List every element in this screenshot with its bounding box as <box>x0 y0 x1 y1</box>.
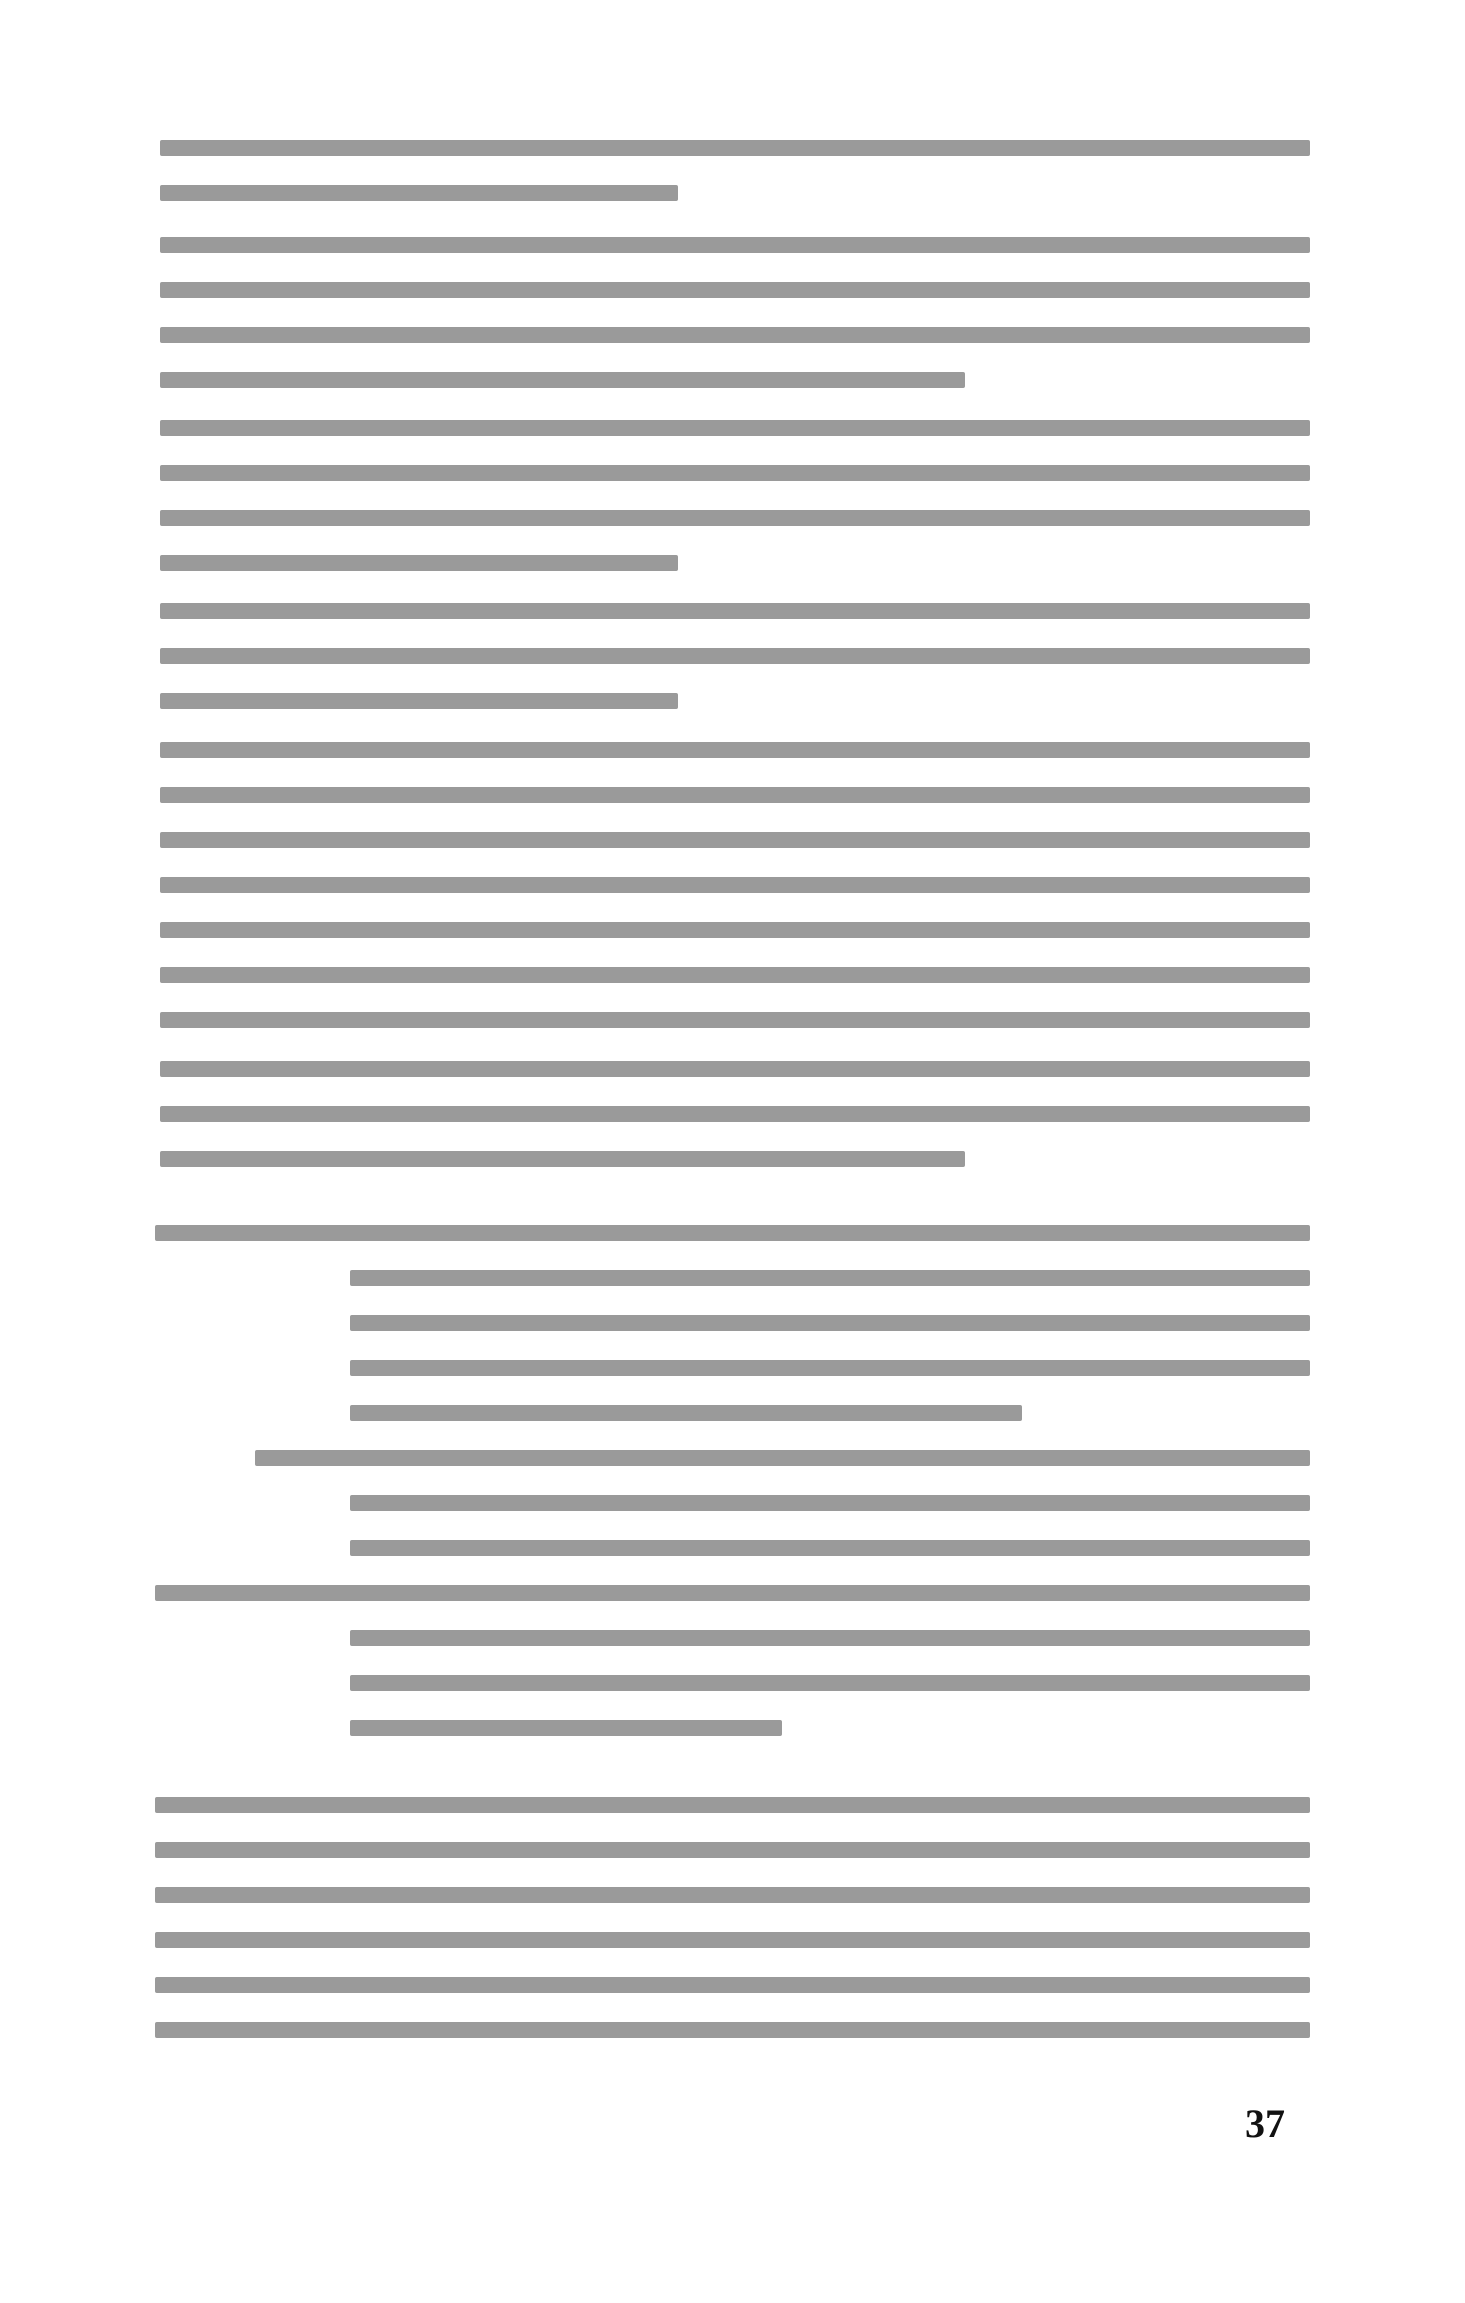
load-item-s4-s5 <box>155 1585 1310 1736</box>
page-number: 37 <box>1245 2101 1285 2146</box>
paragraph-2 <box>160 237 1310 417</box>
paragraph-7 <box>155 1797 1310 2067</box>
paragraph-3 <box>160 420 1310 600</box>
load-item-s3 <box>255 1450 1310 1556</box>
paragraph-5 <box>160 742 1310 1057</box>
paragraph-6 <box>160 1061 1310 1196</box>
load-item-s1-s2 <box>155 1225 1310 1421</box>
paragraph-1 <box>160 140 1310 230</box>
paragraph-4 <box>160 603 1310 738</box>
load-list <box>155 1225 1310 1765</box>
